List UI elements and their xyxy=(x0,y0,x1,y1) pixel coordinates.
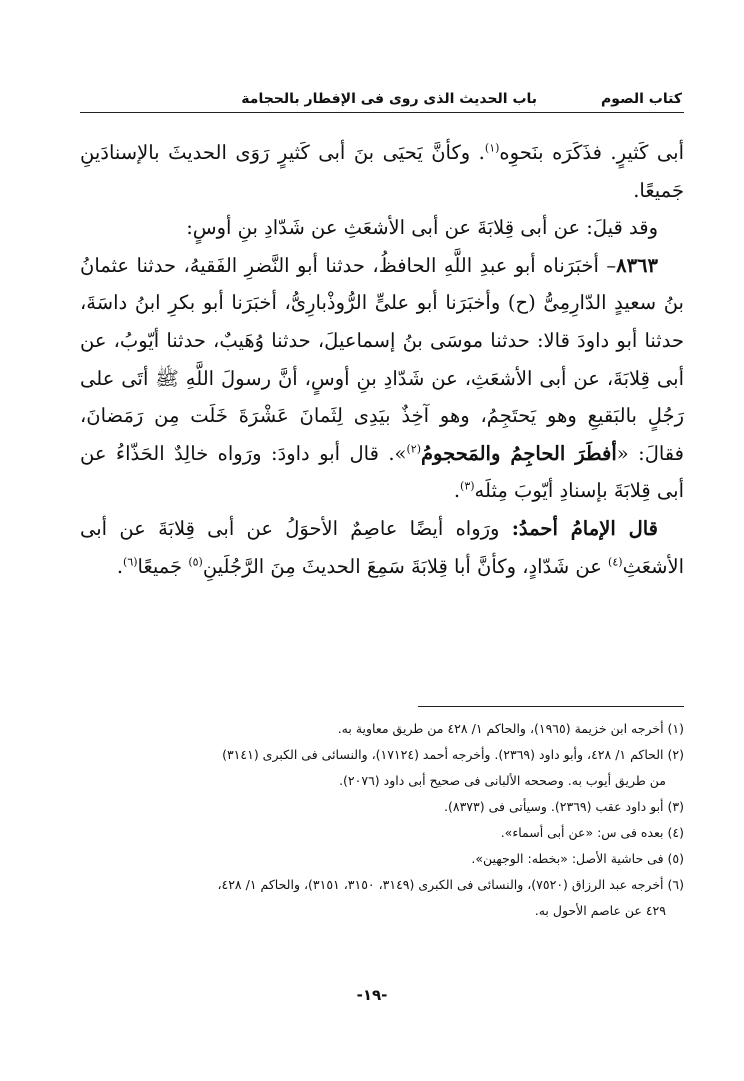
hadith-paragraph xyxy=(80,247,684,510)
footnote-2: (٢) الحاكم ١/ ٤٢٨، وأبو داود (٢٣٦٩). وأخرجه أحمد (١٧١٢٤)، والنسائى فى الكبرى (٣١٤١) xyxy=(222,747,684,762)
chapter-title: باب الحديث الذى روى فى الإفطار بالحجامة xyxy=(241,91,538,107)
text-run: ورَواه أيضًا عاصِمٌ الأحوَلُ عن أبى قِلابَةَ عن أبى الأشعَثِ xyxy=(80,516,684,578)
footnotes xyxy=(80,716,684,924)
text-run: . xyxy=(116,554,124,578)
footnote-4: (٤) بعده فى س: «عن أبى أسماء». xyxy=(500,825,684,840)
imam-label: قال الإمامُ أحمدُ: xyxy=(511,516,658,540)
hadith-matn: أفطَرَ الحاجِمُ والمَحجومُ xyxy=(420,441,617,465)
footnote-5: (٥) فى حاشية الأصل: «بخطه: الوجهين». xyxy=(471,851,684,866)
footnote-6-continuation: ٤٢٩ عن عاصم الأحول به. xyxy=(534,903,666,918)
text-run: عن شَدّادٍ، وكأنَّ أبا قِلابَةَ سَمِعَ الحديثَ مِنَ الرَّجُلَينِ xyxy=(202,554,609,578)
footnote-6: (٦) أخرجه عبد الرزاق (٧٥٢٠)، والنسائى فى الكبرى (٣١٤٩، ٣١٥٠، ٣١٥١)، والحاكم ١/ ٤٢٨، xyxy=(217,877,684,892)
footnote-3: (٣) أبو داود عقب (٢٣٦٩). وسيأتى فى (٨٣٧٣). xyxy=(444,799,684,814)
footnote-ref: (٦) xyxy=(123,555,138,569)
footnote-divider xyxy=(418,706,684,707)
text-run: . وكأنَّ يَحيَى بنَ أبى كَثيرٍ رَوَى الحديثَ بالإسنادَينِ جَميعًا. xyxy=(80,141,684,202)
footnote-ref: (٢) xyxy=(406,442,421,456)
text-run: – أخبَرَناه أبو عبدِ اللَّهِ الحافظُ، حدثنا أبو النَّضرِ الفَقيهُ، حدثنا عثمانُ بنُ سعيدٍ الدّارِمِىُّ (ح) وأخبَرَنا أبو علىٍّ الرُّوذْبارِىُّ، أخبَرَنا أبو بكرِ ابنُ داسَةَ، حدثنا أبو داودَ قالا: حدثنا موسَى بنُ إسماعيلَ، حدثنا وُهَيبٌ، حدثنا أيّوبُ، عن أبى قِلابَةَ، عن أبى الأشعَثِ، عن شَدّادِ بنِ أوسٍ، أنَّ رسولَ اللَّهِ ﷺ أتَى على رَجُلٍ بالبَقيعِ وهو يَحتَجِمُ، وهو آخِذٌ بيَدِى لِثَمانَ عَشْرَةَ خَلَت مِن رَمَضانَ، فقالَ: « xyxy=(80,253,684,465)
text-run: . xyxy=(453,479,461,503)
paragraph-continuation xyxy=(80,134,684,209)
footnote-ref: (٤) xyxy=(608,555,623,569)
header-divider xyxy=(80,112,684,113)
book-title: كتاب الصوم xyxy=(601,91,682,107)
text-run: ». قال أبو داودَ: ورَواه خالِدٌ الحَذّاءُ عن أبى قِلابَةَ بإسنادِ أيّوبَ مِثلَه xyxy=(80,441,684,503)
main-text xyxy=(80,134,684,585)
footnote-1: (١) أخرجه ابن خزيمة (١٩٦٥)، والحاكم ١/ ٤٢٨ من طريق معاوية به. xyxy=(337,721,684,736)
page-number: -١٩- xyxy=(356,986,388,1004)
hadith-number: ٨٣٦٣ xyxy=(616,253,658,277)
footnote-2-continuation: من طريق أيوب به. وصححه الألبانى فى صحيح أبى داود (٢٠٧٦). xyxy=(339,773,666,788)
imam-comment-paragraph xyxy=(80,510,684,585)
text-run: جَميعًا xyxy=(137,554,189,578)
running-header xyxy=(82,88,682,110)
footnote-ref: (٣) xyxy=(460,479,475,493)
footnote-ref: (١) xyxy=(484,141,500,155)
paragraph-isnad-note: وقد قيلَ: عن أبى قِلابَةَ عن أبى الأشعَثِ عن شَدّادِ بنِ أوسٍ: xyxy=(186,216,658,240)
text-run: أبى كَثيرٍ. فذَكَرَه بنَحوِه xyxy=(499,141,684,164)
footnote-ref: (٥) xyxy=(188,555,203,569)
